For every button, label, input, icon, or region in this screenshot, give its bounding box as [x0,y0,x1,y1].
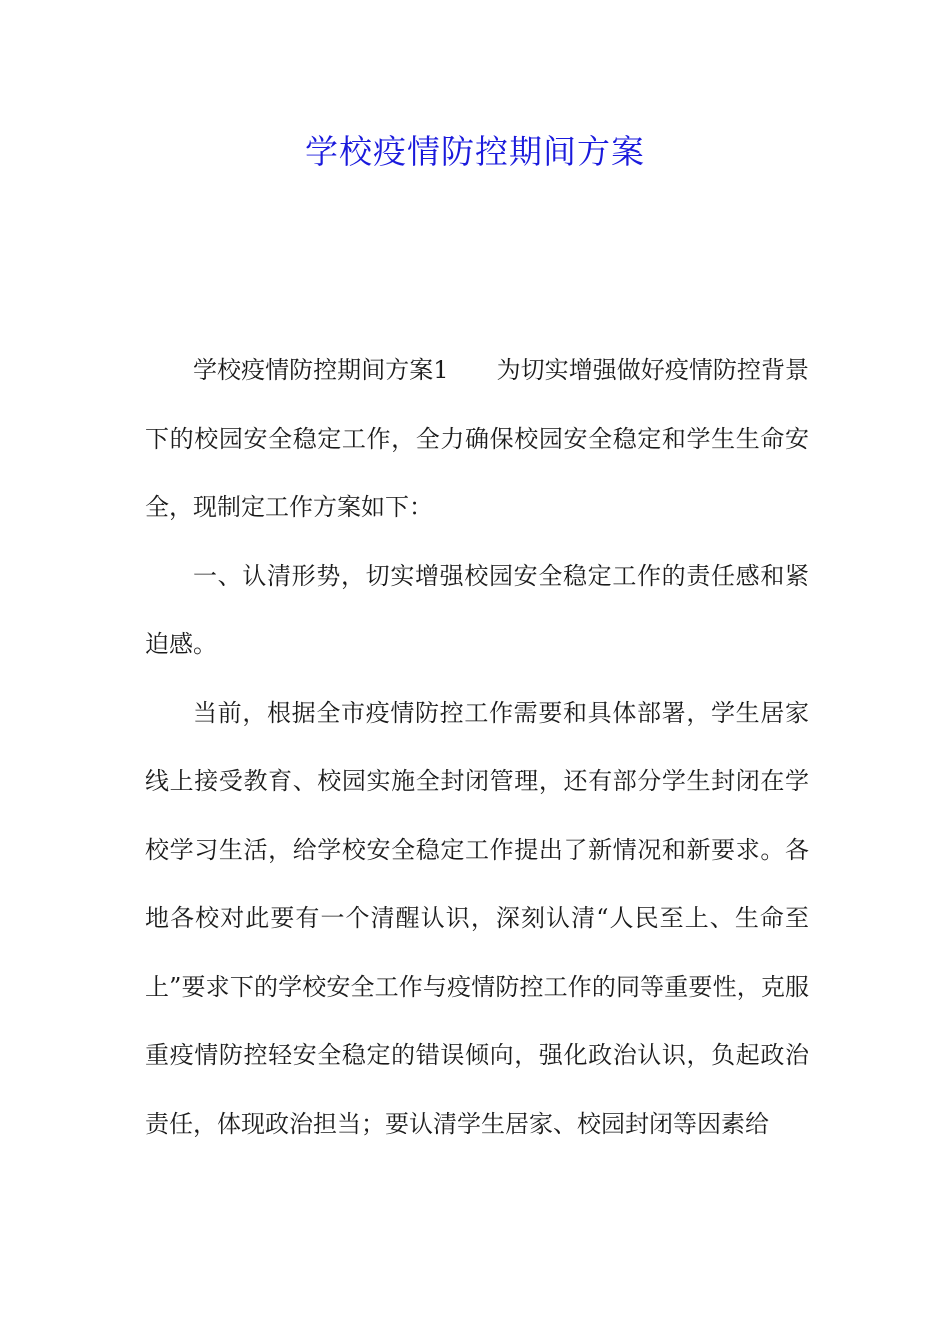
document-body [145,336,809,1158]
paragraph-body: 当前，根据全市疫情防控工作需要和具体部署，学生居家线上接受教育、校园实施全封闭管理，还有部分学生封闭在学校学习生活，给学校安全稳定工作提出了新情况和新要求。各地各校对此要有一个清醒认识，深刻认清“人民至上、生命至上”要求下的学校安全工作与疫情防控工作的同等重要性，克服重疫情防控轻安全稳定的错误倾向，强化政治认识，负起政治责任，体现政治担当；要认清学生居家、校园封闭等因素给 [145,698,809,1138]
paragraph-lead: 学校疫情防控期间方案1 [193,356,449,384]
paragraph-text: 为切实增强做好疫情防控背景下的校园安全稳定工作，全力确保校园安全稳定和学生生命安全，现制定工作方案如下： [145,356,809,521]
document-title: 学校疫情防控期间方案 [305,132,645,171]
paragraph-section-heading: 一、认清形势，切实增强校园安全稳定工作的责任感和紧迫感。 [145,561,809,658]
paragraph-intro [145,336,809,542]
